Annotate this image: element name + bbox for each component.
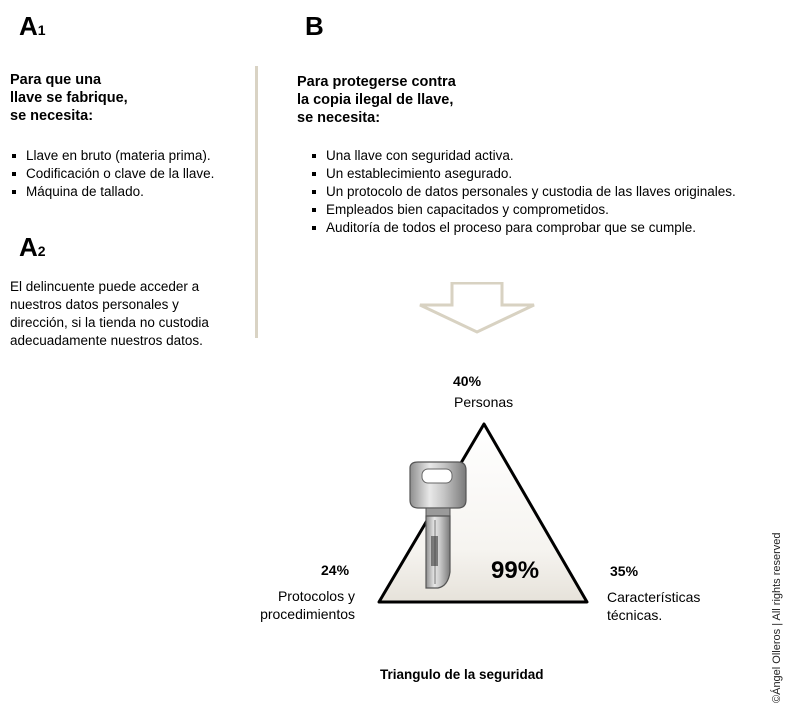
center-percent: 99% [491, 557, 540, 584]
left-percent: 24% [321, 562, 350, 578]
section-a2-text: El delincuente puede acceder a nuestros datos personales y dirección, si la tienda no custodia adecuadamente nuestros datos. [10, 279, 209, 348]
left-label: Protocolos y procedimientos [260, 588, 355, 622]
list-item: Empleados bien capacitados y comprometidos. [311, 201, 736, 219]
list-item: Llave en bruto (materia prima). [11, 147, 214, 165]
list-item: Una llave con seguridad activa. [311, 147, 736, 165]
down-arrow-icon [418, 282, 536, 334]
key-icon [402, 460, 474, 590]
list-item: Auditoría de todos el proceso para comprobar que se cumple. [311, 219, 736, 237]
list-item: Máquina de tallado. [11, 183, 214, 201]
list-item: Codificación o clave de la llave. [11, 165, 214, 183]
top-percent: 40% [453, 373, 482, 389]
list-item: Un establecimiento asegurado. [311, 165, 736, 183]
right-label: Características técnicas. [607, 589, 701, 623]
top-label: Personas [454, 394, 514, 410]
copyright-credit: ©Ángel Olleros | All rights reserved [771, 532, 783, 703]
column-divider [255, 66, 258, 338]
list-item: Un protocolo de datos personales y custodia de las llaves originales. [311, 183, 736, 201]
section-b-letter: B [305, 11, 324, 41]
section-b-list [311, 147, 736, 237]
section-a1-list [11, 147, 214, 201]
right-percent: 35% [610, 563, 639, 579]
section-a2-letter: A2 [19, 232, 46, 262]
diagram-caption: Triangulo de la seguridad [380, 667, 544, 682]
section-a1-letter: A1 [19, 11, 46, 41]
section-a1-heading: Para que una llave se fabrique, se necesita: [10, 72, 128, 124]
section-b-heading: Para protegerse contra la copia ilegal de llave, se necesita: [297, 74, 456, 126]
